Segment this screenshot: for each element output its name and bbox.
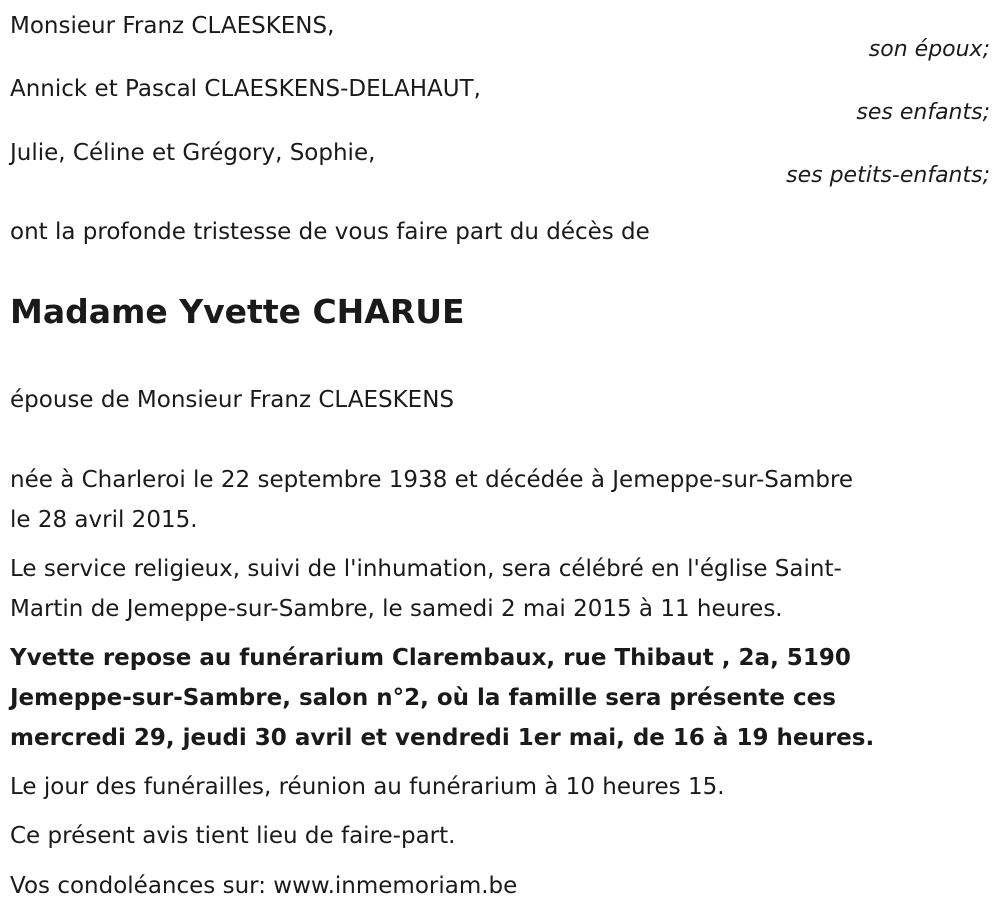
announcement-text: ont la profonde tristesse de vous faire part du décès de bbox=[10, 219, 650, 245]
deceased-name: Madame Yvette CHARUE bbox=[10, 292, 465, 331]
service-line-2: Martin de Jemeppe-sur-Sambre, le samedi 2 mai 2015 à 11 heures. bbox=[10, 596, 783, 622]
condolences-text: Vos condoléances sur: www.inmemoriam.be bbox=[10, 873, 518, 899]
children-relation: ses enfants; bbox=[856, 100, 990, 125]
spouse-relation: son époux; bbox=[868, 37, 990, 62]
birth-death-line-1: née à Charleroi le 22 septembre 1938 et décédée à Jemeppe-sur-Sambre bbox=[10, 467, 854, 493]
notice-info-text: Ce présent avis tient lieu de faire-part. bbox=[10, 823, 456, 849]
visitation-line-1: Yvette repose au funérarium Clarembaux, rue Thibaut , 2a, 5190 bbox=[10, 645, 851, 671]
visitation-line-3: mercredi 29, jeudi 30 avril et vendredi 1er mai, de 16 à 19 heures. bbox=[10, 725, 875, 751]
birth-death-line-2: le 28 avril 2015. bbox=[10, 507, 198, 533]
grandchildren-names: Julie, Céline et Grégory, Sophie, bbox=[10, 140, 376, 166]
service-line-1: Le service religieux, suivi de l'inhumation, sera célébré en l'église Saint- bbox=[10, 556, 842, 582]
spouse-of-text: épouse de Monsieur Franz CLAESKENS bbox=[10, 387, 455, 413]
spouse-name: Monsieur Franz CLAESKENS, bbox=[10, 13, 335, 39]
visitation-line-2: Jemeppe-sur-Sambre, salon n°2, où la famille sera présente ces bbox=[10, 685, 836, 711]
grandchildren-relation: ses petits-enfants; bbox=[786, 163, 990, 188]
funeral-day-text: Le jour des funérailles, réunion au funérarium à 10 heures 15. bbox=[10, 774, 725, 800]
children-names: Annick et Pascal CLAESKENS-DELAHAUT, bbox=[10, 76, 481, 102]
